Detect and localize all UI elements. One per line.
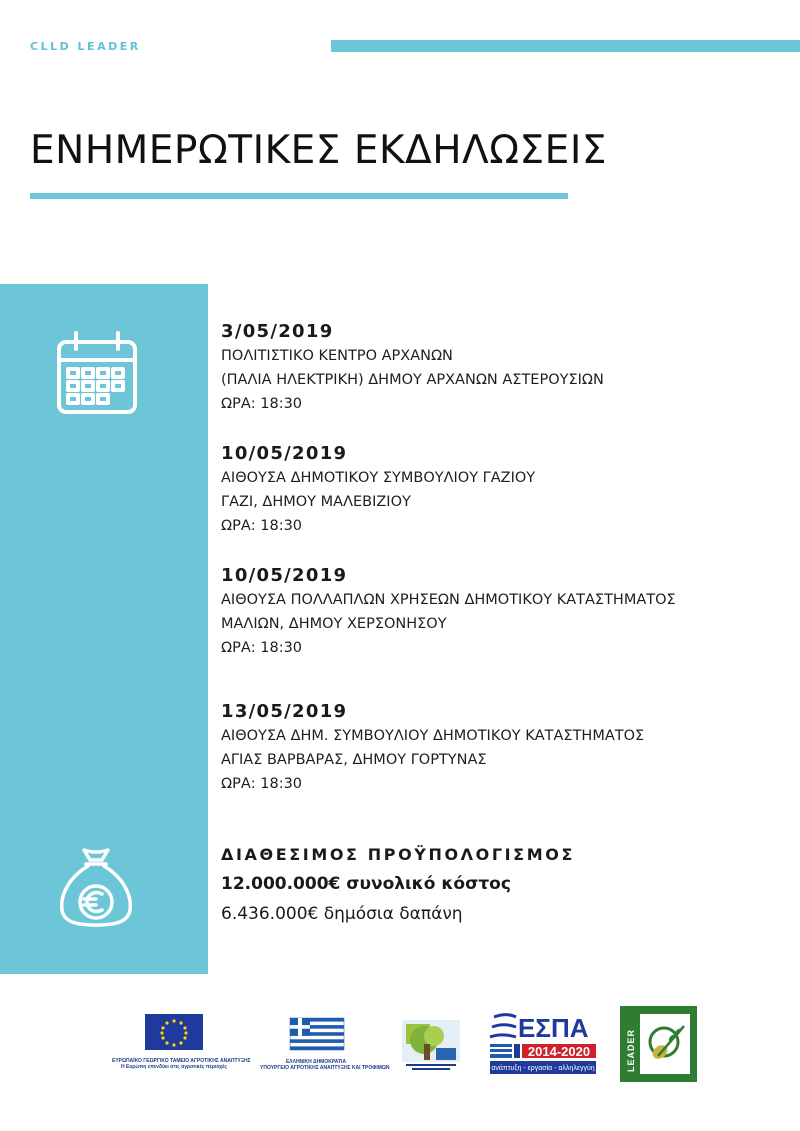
event-location: ΑΓΙΑΣ ΒΑΡΒΑΡΑΣ, ΔΗΜΟΥ ΓΟΡΤΥΝΑΣ — [221, 752, 487, 768]
budget-public: 6.436.000€ δημόσια δαπάνη — [221, 904, 463, 924]
local-action-group-logo — [400, 1018, 462, 1072]
event-location: ΓΑΖΙ, ΔΗΜΟΥ ΜΑΛΕΒΙΖΙΟΥ — [221, 494, 411, 510]
calendar-icon — [56, 330, 138, 416]
event-date: 10/05/2019 — [221, 443, 348, 464]
event-item — [221, 564, 781, 660]
gr-caption: ΕΛΛΗΝΙΚΗ ΔΗΜΟΚΡΑΤΙΑ — [285, 1059, 347, 1065]
leader-word: LEADER — [626, 1028, 636, 1072]
eu-eafrd-logo — [112, 1014, 251, 1076]
gr-ministry: ΥΠΟΥΡΓΕΙΟ ΑΓΡΟΤΙΚΗΣ ΑΝΑΠΤΥΞΗΣ ΚΑΙ ΤΡΟΦΙΜΩΝ — [260, 1065, 390, 1071]
money-bag-euro-icon — [56, 844, 136, 928]
event-date: 13/05/2019 — [221, 701, 348, 722]
greek-flag-icon — [260, 1016, 372, 1052]
title-underline — [30, 193, 568, 199]
event-time: ΩΡΑ: 18:30 — [221, 640, 303, 656]
event-location: (ΠΑΛΙΑ ΗΛΕΚΤΡΙΚΗ) ΔΗΜΟΥ ΑΡΧΑΝΩΝ ΑΣΤΕΡΟΥΣΙΩΝ — [221, 372, 604, 388]
espa-years: 2014-2020 — [527, 1044, 591, 1059]
event-time: ΩΡΑ: 18:30 — [221, 518, 303, 534]
event-venue: ΑΙΘΟΥΣΑ ΔΗΜΟΤΙΚΟΥ ΣΥΜΒΟΥΛΙΟΥ ΓΑΖΙΟΥ — [221, 470, 536, 486]
event-item — [221, 442, 781, 538]
eu-caption: ΕΥΡΩΠΑΪΚΟ ΓΕΩΡΓΙΚΟ ΤΑΜΕΙΟ ΑΓΡΟΤΙΚΗΣ ΑΝΑΠΤΥΞΗΣ — [112, 1058, 251, 1064]
espa-word: ΕΣΠΑ — [518, 1013, 589, 1043]
espa-slogan: ανάπτυξη - εργασία - αλληλεγγύη — [491, 1065, 595, 1072]
event-location: ΜΑΛΙΩΝ, ΔΗΜΟΥ ΧΕΡΣΟΝΗΣΟΥ — [221, 616, 447, 632]
eu-flag-icon — [112, 1014, 236, 1050]
budget-total: 12.000.000€ συνολικό κόστος — [221, 874, 511, 894]
budget-section — [221, 843, 781, 929]
event-venue: ΑΙΘΟΥΣΑ ΠΟΛΛΑΠΛΩΝ ΧΡΗΣΕΩΝ ΔΗΜΟΤΙΚΟΥ ΚΑΤΑΣΤΗΜΑΤΟΣ — [221, 592, 676, 608]
event-item — [221, 320, 781, 416]
event-time: ΩΡΑ: 18:30 — [221, 776, 303, 792]
event-date: 10/05/2019 — [221, 565, 348, 586]
top-accent-bar — [331, 40, 800, 52]
eu-slogan: Η Ευρώπη επενδύει στις αγροτικές περιοχές — [121, 1064, 227, 1070]
event-item — [221, 700, 781, 796]
event-time: ΩΡΑ: 18:30 — [221, 396, 303, 412]
greek-ministry-logo — [260, 1016, 390, 1074]
espa-logo — [488, 1011, 598, 1077]
page-title: ΕΝΗΜΕΡΩΤΙΚΕΣ ΕΚΔΗΛΩΣΕΙΣ — [30, 128, 607, 173]
leader-logo — [620, 1006, 697, 1082]
budget-heading: ΔΙΑΘΕΣΙΜΟΣ ΠΡΟΫΠΟΛΟΓΙΣΜΟΣ — [221, 845, 575, 864]
brand-label: CLLD LEADER — [30, 40, 141, 53]
event-venue: ΑΙΘΟΥΣΑ ΔΗΜ. ΣΥΜΒΟΥΛΙΟΥ ΔΗΜΟΤΙΚΟΥ ΚΑΤΑΣΤΗΜΑΤΟΣ — [221, 728, 645, 744]
event-venue: ΠΟΛΙΤΙΣΤΙΚΟ ΚΕΝΤΡΟ ΑΡΧΑΝΩΝ — [221, 348, 453, 364]
event-date: 3/05/2019 — [221, 321, 334, 342]
